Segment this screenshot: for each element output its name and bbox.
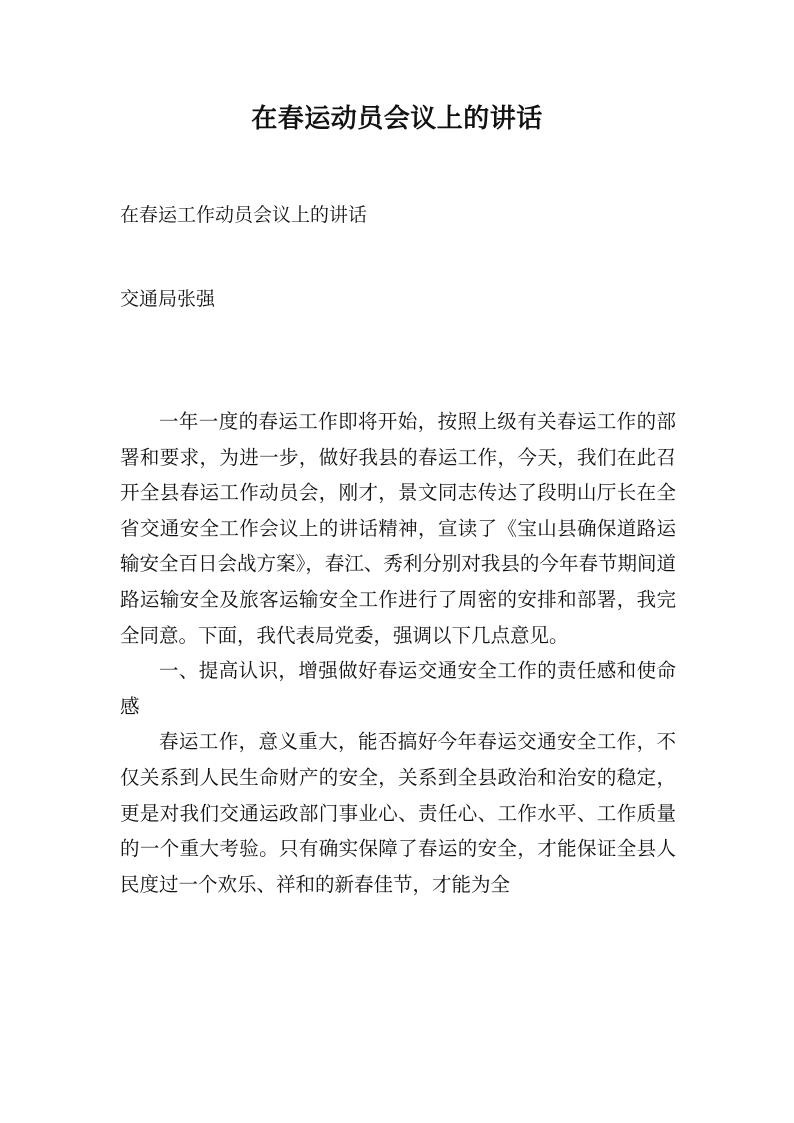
document-author: 交通局张强 (120, 288, 216, 310)
paragraph-intro: 一年一度的春运工作即将开始，按照上级有关春运工作的部署和要求，为进一步，做好我县的春运工作，今天，我们在此召开全县春运工作动员会，刚才，景文同志传达了段明山厅长在全省交通安全工作会议上的讲话精神，宣读了《宝山县确保道路运输安全百日会战方案》，春江、秀利分别对我县的今年春节期间道路运输安全及旅客运输安全工作进行了周密的安排和部署，我完全同意。下面，我代表局党委，强调以下几点意见。 (120, 410, 676, 647)
paragraph-section-1: 春运工作，意义重大，能否搞好今年春运交通安全工作，不仅关系到人民生命财产的安全，关系到全县政治和治安的稳定，更是对我们交通运政部门事业心、责任心、工作水平、工作质量的一个重大考验。只有确实保障了春运的安全，才能保证全县人民度过一个欢乐、祥和的新春佳节，才能为全 (120, 730, 676, 896)
document-subtitle: 在春运工作动员会议上的讲话 (120, 204, 368, 226)
document-body (120, 404, 676, 902)
paragraph-heading-1: 一、提高认识，增强做好春运交通安全工作的责任感和使命感 (120, 659, 676, 718)
document-title: 在春运动员会议上的讲话 (251, 104, 543, 134)
